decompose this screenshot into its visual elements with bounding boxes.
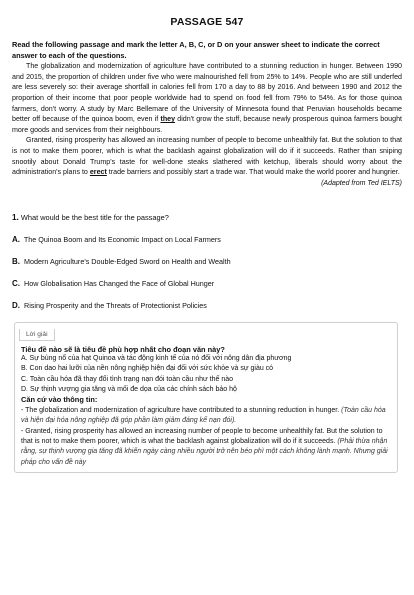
solution-option-a: A. Sự bùng nổ của hạt Quinoa và tác động kinh tế của nó đối với nông dân địa phương <box>21 354 292 362</box>
question-text: What would be the best title for the passage? <box>20 212 169 222</box>
instructions: Read the following passage and mark the letter A, B, C, or D on your answer sheet to indicate the correct answer to each of the questions. <box>12 40 380 60</box>
solution-evidence-2 <box>21 427 391 469</box>
solution-option-b: B. Con dao hai lưỡi của nền nông nghiệp hiện đại đối với sức khỏe và sự giàu có <box>21 365 274 373</box>
option-c[interactable] <box>12 279 402 288</box>
option-b[interactable] <box>12 257 402 266</box>
option-letter: A. <box>12 234 20 244</box>
option-letter: D. <box>12 300 20 310</box>
option-letter: C. <box>12 278 20 288</box>
underlined-word-they: they <box>160 115 176 124</box>
option-d[interactable] <box>12 301 402 310</box>
evidence-vi: (Phải thừa nhận rằng, sự thịnh vượng gia tăng đã khiến ngày càng nhiều người trở nên béo phì một cách không lành mạnh. Nhưng giải pháp cho vấn đề này <box>21 437 388 466</box>
passage-text: Granted, rising prosperity has allowed an increasing number of people to become unhealthily fat. But the solution to that is not to make them poorer, which is what the backlash against globalization will do if it succeeds. Rather than sniping snootily about Donald Trump's taste for well-done steaks slathered with ketchup, liberals should worry about the administration's plans to <box>12 136 402 177</box>
passage-paragraph-2 <box>12 135 402 177</box>
underlined-word-erect: erect <box>89 168 107 177</box>
passage-text: trade barriers and possibly start a trade war. That would make the world poorer and hungrier. <box>106 168 400 177</box>
passage-paragraph-1 <box>12 61 402 135</box>
solution-option-c: C. Toàn cầu hóa đã thay đổi tình trạng nạn đói toàn cầu như thế nào <box>21 375 233 383</box>
solution-option-d: D. Sự thịnh vượng gia tăng và mối đe dọa của các chính sách bảo hộ <box>21 385 237 393</box>
evidence-vi: (Toàn cầu hóa và hiện đại hóa nông nghiệp đã góp phần làm giảm đáng kể nạn đói). <box>21 406 386 425</box>
option-a[interactable] <box>12 235 402 244</box>
passage-text: didn't grow the stuff, because newly prosperous quinoa farmers bought more goods and services from their neighbours. <box>12 115 402 134</box>
option-letter: B. <box>12 256 20 266</box>
question-1 <box>12 213 402 222</box>
option-text: How Globalisation Has Changed the Face of Global Hunger <box>24 278 215 288</box>
solution-box <box>14 322 398 473</box>
option-text: Rising Prosperity and the Threats of Protectionist Policies <box>24 300 207 310</box>
solution-question: Tiêu đề nào sẽ là tiêu đề phù hợp nhất cho đoạn văn này? <box>21 344 225 354</box>
option-text: The Quinoa Boom and Its Economic Impact on Local Farmers <box>23 234 221 244</box>
question-number: 1. <box>12 212 19 222</box>
passage-text: The globalization and modernization of agriculture have contributed to a stunning reduction in hunger. Between 1990 and 2015, the proportion of children under five who were malnourished fell from 25% to 14%. People who are still underfed are less severely so: their average shortfall in calories fell from 170 a day to 88 by 2016. And between 1990 and 2012 the proportion of their income that poor people worldwide had to spend on food fell from 79% to 54%. As for those quinoa farmers, don't worry. A study by Marc Bellemare of the University of Minnesota found that Peruvian households became better off because of the quinoa boom, even if <box>12 62 402 124</box>
passage-title: PASSAGE 547 <box>170 16 244 28</box>
passage-source: (Adapted from Ted IELTS) <box>321 179 402 187</box>
evidence-en: - The globalization and modernization of agriculture have contributed to a stunning reduction in hunger. <box>21 406 340 414</box>
solution-basis-label: Căn cứ vào thông tin: <box>21 395 98 405</box>
evidence-en: - Granted, rising prosperity has allowed an increasing number of people to become unhealthily fat. But the solution to that is not to make them poorer, which is what the backlash against globalization will do if it succeeds. <box>21 427 383 445</box>
solution-evidence-1 <box>21 406 391 427</box>
option-text: Modern Agriculture's Double-Edged Sword on Health and Wealth <box>24 256 231 266</box>
solution-tab[interactable]: Lời giải <box>19 329 55 341</box>
